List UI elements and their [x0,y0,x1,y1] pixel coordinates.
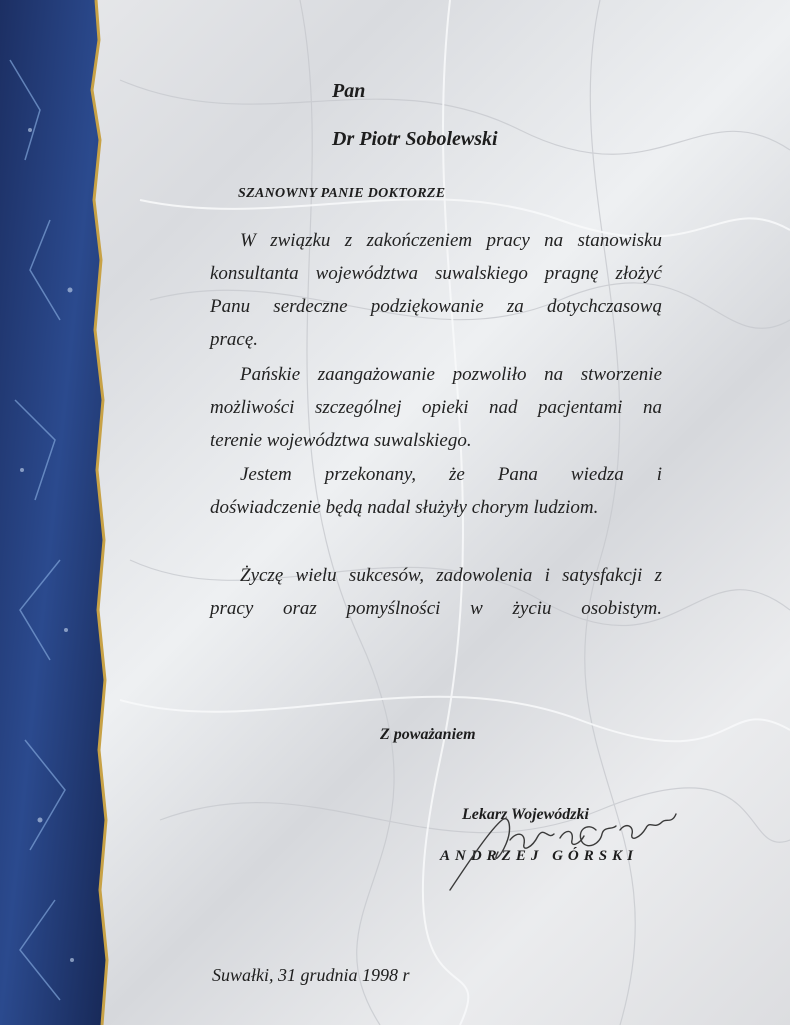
body-line: Jestem przekonany, że Pana wiedza i [240,464,662,485]
handwritten-signature [440,800,700,900]
body-line: terenie województwa suwalskiego. [210,430,472,451]
body-line: Życzę wielu sukcesów, zadowolenia i satysfakcji z [240,565,662,586]
body-line: W związku z zakończeniem pracy na stanowisku [240,230,662,251]
addressee-salutation: Pan [332,80,366,102]
body-line: doświadczenie będą nadal służyły chorym ludziom. [210,497,599,518]
body-line: Panu serdeczne podziękowanie za dotychczasową [210,296,662,317]
place-date: Suwałki, 31 grudnia 1998 r [212,965,410,985]
body-line: konsultanta województwa suwalskiego pragnę złożyć [210,263,662,284]
signatory-name: ANDRZEJ GÓRSKI [440,848,638,864]
greeting: SZANOWNY PANIE DOKTORZE [238,186,446,201]
body-line: Pańskie zaangażowanie pozwoliło na stworzenie [240,364,662,385]
closing: Z poważaniem [380,726,476,743]
body-line: pracę. [210,329,259,350]
addressee-name: Dr Piotr Sobolewski [332,128,498,150]
body-line: pracy oraz pomyślności w życiu osobistym. [210,598,662,619]
signatory-title: Lekarz Wojewódzki [462,806,589,823]
body-line: możliwości szczególnej opieki nad pacjentami na [210,397,662,418]
